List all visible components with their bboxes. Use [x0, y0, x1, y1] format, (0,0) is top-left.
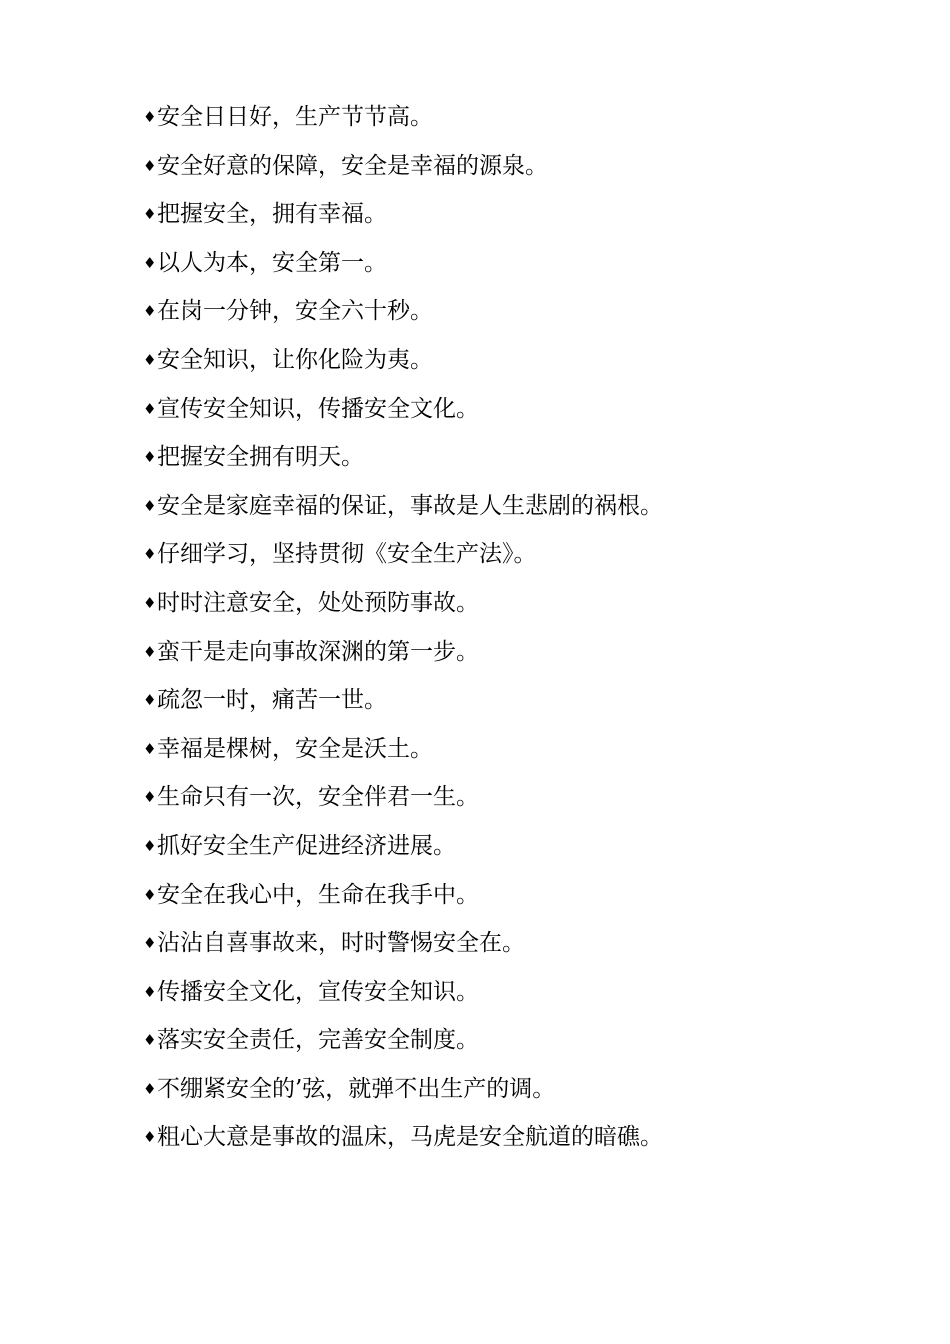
slogan-item: [143, 730, 663, 779]
diamond-bullet-icon: ♦: [143, 1031, 157, 1050]
slogan-item: [143, 681, 663, 730]
slogan-item: [143, 876, 663, 925]
diamond-bullet-icon: ♦: [143, 1128, 157, 1147]
slogan-text: 宣传安全知识，传播安全文化。: [157, 395, 479, 422]
slogan-text: 粗心大意是事故的温床，马虎是安全航道的暗礁。: [157, 1124, 663, 1151]
slogan-item: [143, 487, 663, 536]
slogan-text: 沾沾自喜事故来，时时警惕安全在。: [157, 930, 525, 957]
slogan-item: [143, 438, 663, 487]
diamond-bullet-icon: ♦: [143, 593, 157, 612]
slogan-item: [143, 1021, 663, 1070]
slogan-item: [143, 244, 663, 293]
diamond-bullet-icon: ♦: [143, 350, 157, 369]
diamond-bullet-icon: ♦: [143, 545, 157, 564]
slogan-item: [143, 633, 663, 682]
slogan-text: 蛮干是走向事故深渊的第一步。: [157, 638, 479, 665]
diamond-bullet-icon: ♦: [143, 934, 157, 953]
slogan-text: 时时注意安全，处处预防事故。: [157, 589, 479, 616]
slogan-text: 把握安全拥有明天。: [157, 444, 364, 471]
slogan-text: 生命只有一次，安全伴君一生。: [157, 784, 479, 811]
slogan-text: 在岗一分钟，安全六十秒。: [157, 298, 433, 325]
diamond-bullet-icon: ♦: [143, 836, 157, 855]
slogan-item: [143, 827, 663, 876]
slogan-item: [143, 778, 663, 827]
diamond-bullet-icon: ♦: [143, 496, 157, 515]
diamond-bullet-icon: ♦: [143, 642, 157, 661]
slogan-item: [143, 584, 663, 633]
diamond-bullet-icon: ♦: [143, 982, 157, 1001]
slogan-text: 安全日日好，生产节节高。: [157, 104, 433, 130]
diamond-bullet-icon: ♦: [143, 156, 157, 175]
slogan-text: 以人为本，安全第一。: [157, 249, 387, 276]
slogan-text: 幸福是棵树，安全是沃土。: [157, 735, 433, 762]
slogan-item: [143, 147, 663, 196]
slogan-text: 落实安全责任，完善安全制度。: [157, 1027, 479, 1054]
slogan-text: 疏忽一时，痛苦一世。: [157, 687, 387, 714]
slogan-item: [143, 535, 663, 584]
slogan-item: [143, 195, 663, 244]
slogan-item: [143, 390, 663, 439]
diamond-bullet-icon: ♦: [143, 885, 157, 904]
slogan-list: [143, 98, 663, 1167]
slogan-text: 把握安全，拥有幸福。: [157, 201, 387, 228]
diamond-bullet-icon: ♦: [143, 108, 157, 126]
diamond-bullet-icon: ♦: [143, 205, 157, 224]
slogan-text: 安全知识，让你化险为夷。: [157, 346, 433, 373]
diamond-bullet-icon: ♦: [143, 399, 157, 418]
slogan-text: 安全在我心中，生命在我手中。: [157, 881, 479, 908]
diamond-bullet-icon: ♦: [143, 448, 157, 467]
slogan-text: 仔细学习，坚持贯彻《安全生产法》。: [157, 541, 537, 568]
slogan-item: [143, 1070, 663, 1119]
slogan-item: [143, 341, 663, 390]
slogan-item: [143, 973, 663, 1022]
slogan-item: [143, 292, 663, 341]
slogan-text: 不绷紧安全的’弦，就弹不出生产的调。: [157, 1075, 556, 1102]
diamond-bullet-icon: ♦: [143, 1079, 157, 1098]
slogan-text: 安全好意的保障，安全是幸福的源泉。: [157, 152, 548, 179]
diamond-bullet-icon: ♦: [143, 788, 157, 807]
slogan-item: [143, 1118, 663, 1167]
diamond-bullet-icon: ♦: [143, 302, 157, 321]
diamond-bullet-icon: ♦: [143, 253, 157, 272]
slogan-item: [143, 98, 663, 147]
diamond-bullet-icon: ♦: [143, 691, 157, 710]
diamond-bullet-icon: ♦: [143, 739, 157, 758]
slogan-item: [143, 924, 663, 973]
slogan-text: 传播安全文化，宣传安全知识。: [157, 978, 479, 1005]
slogan-text: 安全是家庭幸福的保证，事故是人生悲剧的祸根。: [157, 492, 663, 519]
slogan-text: 抓好安全生产促进经济进展。: [157, 832, 456, 859]
